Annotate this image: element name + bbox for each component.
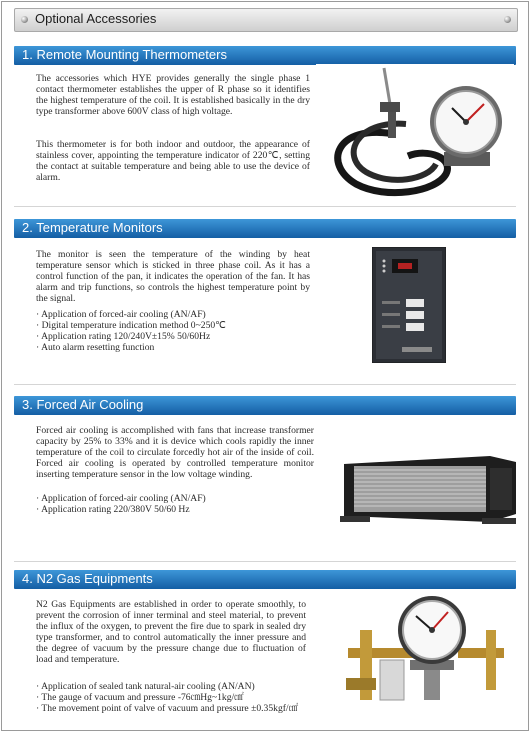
section-divider <box>14 384 516 385</box>
feature-list <box>36 309 316 353</box>
list-item: · Application rating 220/380V 50/60 Hz <box>36 504 316 515</box>
list-item: · Application of forced-air cooling (AN/AF) <box>36 493 316 504</box>
section-heading-label: 4. N2 Gas Equipments <box>22 571 153 586</box>
page-title: Optional Accessories <box>35 11 157 26</box>
feature-list <box>36 493 316 515</box>
section-divider <box>14 561 516 562</box>
section-heading-label: 1. Remote Mounting Thermometers <box>22 47 227 62</box>
section-heading-label: 3. Forced Air Cooling <box>22 397 144 412</box>
section-heading-temperature-monitors <box>14 219 516 238</box>
section-paragraph: N2 Gas Equipments are established in order to operate smoothly, to prevent the corrosion of inner terminal and steel material, to prevent the influx of the oxygen, to prevent the fire due to spark in sealed dry type transformer, and to control automatically the inner pressure and the degree of vacuum by the pressure change due to fluctuation of load and temperature. <box>36 599 306 665</box>
feature-list <box>36 681 312 714</box>
list-item: · The gauge of vacuum and pressure -76㎝Hg~1kg/㎠ <box>36 692 312 703</box>
list-item: · Application of sealed tank natural-air cooling (AN/AN) <box>36 681 312 692</box>
section-heading-label: 2. Temperature Monitors <box>22 220 163 235</box>
section-divider <box>14 206 516 207</box>
screw-icon <box>504 16 511 23</box>
section-paragraph: This thermometer is for both indoor and outdoor, the appearance of stainless cover, appointing the temperature indicator of 220℃, setting the contact at suitable temperature and being able to use the device of alarm. <box>36 139 310 183</box>
list-item: · Application of forced-air cooling (AN/AF) <box>36 309 316 320</box>
section-heading-forced-air-cooling <box>14 396 516 415</box>
thermometer-photo <box>316 64 514 200</box>
section-heading-remote-thermometers <box>14 46 516 65</box>
temperature-monitor-photo <box>372 247 446 363</box>
screw-icon <box>21 16 28 23</box>
list-item: · Digital temperature indication method 0~250℃ <box>36 320 316 331</box>
cross-flow-fan-photo <box>340 452 520 526</box>
section-paragraph: The monitor is seen the temperature of the winding by heat temperature sensor which is sticked in three phase coil. As it has a control function of the pan, it indicates the operation of the fan. It has alarm and trip functions, so controls the highest temperature point by the signal. <box>36 249 310 304</box>
section-heading-n2-gas-equipments <box>14 570 516 589</box>
section-paragraph: Forced air cooling is accomplished with fans that increase transformer capacity by 25% to 33% and it is device which cools rapidly the inner temperature of the coil to circulate forcedly hot air of the inside of coil. Forced air cooling is operated by controlled temperature monitor inserting temperature sensor in the low voltage winding. <box>36 425 314 480</box>
n2-gas-equipment-photo <box>340 590 516 710</box>
list-item: · The movement point of valve of vacuum and pressure ±0.35kgf/㎠ <box>36 703 312 714</box>
list-item: · Auto alarm resetting function <box>36 342 316 353</box>
page-title-banner <box>14 8 518 32</box>
list-item: · Application rating 120/240V±15% 50/60Hz <box>36 331 316 342</box>
section-paragraph: The accessories which HYE provides generally the single phase 1 contact thermometer establishes the upper of R phase so it identifies the highest temperature of the coil. It is established basically in the dry type transformer above 600V class of high voltage. <box>36 73 310 117</box>
